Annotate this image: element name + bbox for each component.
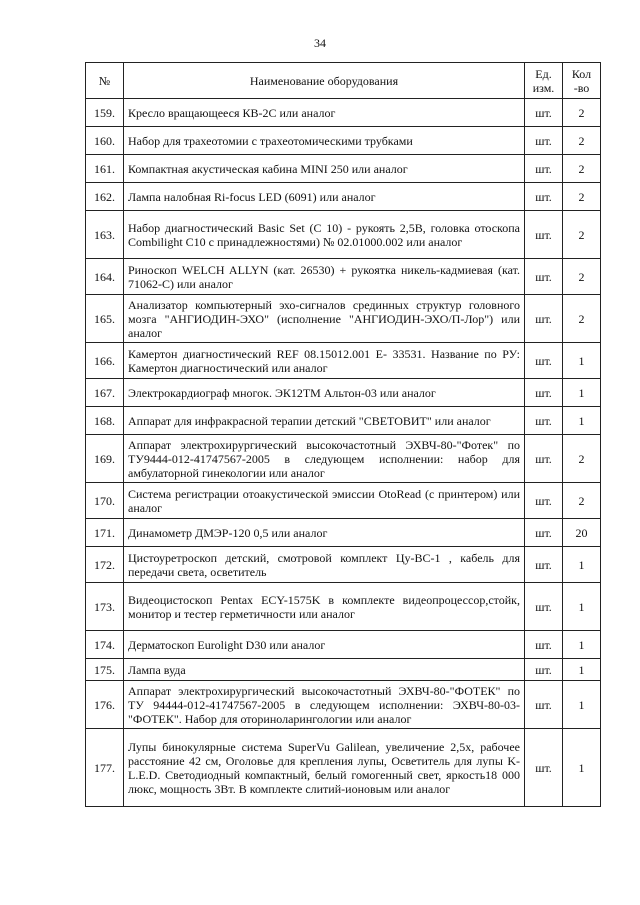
cell-unit: шт. (525, 211, 563, 259)
table-header-row (86, 63, 601, 99)
table-row (86, 483, 601, 519)
cell-num: 162. (86, 183, 124, 211)
cell-name: Электрокардиограф многок. ЭК12ТМ Альтон-03 или аналог (124, 379, 525, 407)
cell-num: 160. (86, 127, 124, 155)
cell-qty: 2 (563, 259, 601, 295)
cell-qty: 2 (563, 483, 601, 519)
cell-unit: шт. (525, 99, 563, 127)
cell-unit: шт. (525, 343, 563, 379)
cell-num: 170. (86, 483, 124, 519)
cell-num: 168. (86, 407, 124, 435)
cell-name: Аппарат для инфракрасной терапии детский "СВЕТОВИТ" или аналог (124, 407, 525, 435)
table-row (86, 295, 601, 343)
cell-num: 175. (86, 659, 124, 681)
cell-name: Компактная акустическая кабина MINI 250 или аналог (124, 155, 525, 183)
table-row (86, 435, 601, 483)
table-row (86, 547, 601, 583)
table-row (86, 379, 601, 407)
cell-num: 174. (86, 631, 124, 659)
table-row (86, 99, 601, 127)
cell-qty: 1 (563, 343, 601, 379)
cell-num: 167. (86, 379, 124, 407)
table-row (86, 155, 601, 183)
cell-unit: шт. (525, 127, 563, 155)
cell-name: Цистоуретроскоп детский, смотровой комплект Цу-ВС-1 , кабель для передачи света, осветитель (124, 547, 525, 583)
cell-qty: 1 (563, 407, 601, 435)
table-row (86, 729, 601, 807)
cell-unit: шт. (525, 155, 563, 183)
cell-num: 177. (86, 729, 124, 807)
cell-name: Видеоцистоскоп Pentax ECY-1575K в комплекте видеопроцессор,стойк, монитор и тестер герметичности или аналог (124, 583, 525, 631)
cell-unit: шт. (525, 379, 563, 407)
cell-num: 172. (86, 547, 124, 583)
table-row (86, 211, 601, 259)
cell-qty: 1 (563, 583, 601, 631)
cell-qty: 2 (563, 183, 601, 211)
cell-num: 166. (86, 343, 124, 379)
cell-num: 171. (86, 519, 124, 547)
cell-unit: шт. (525, 407, 563, 435)
table-row (86, 343, 601, 379)
cell-unit: шт. (525, 435, 563, 483)
cell-unit: шт. (525, 681, 563, 729)
header-name: Наименование оборудования (124, 63, 525, 99)
table-row (86, 681, 601, 729)
cell-name: Кресло вращающееся КВ-2С или аналог (124, 99, 525, 127)
header-qty (563, 63, 601, 99)
header-unit-line1: Ед. (535, 66, 552, 81)
cell-unit: шт. (525, 183, 563, 211)
cell-name: Набор для трахеотомии с трахеотомическими трубками (124, 127, 525, 155)
page-number: 34 (314, 36, 326, 50)
table-row (86, 659, 601, 681)
table-row (86, 519, 601, 547)
cell-num: 176. (86, 681, 124, 729)
cell-num: 159. (86, 99, 124, 127)
cell-unit: шт. (525, 519, 563, 547)
equipment-table (85, 62, 601, 807)
cell-unit: шт. (525, 583, 563, 631)
table-row (86, 631, 601, 659)
cell-name: Набор диагностический Basic Set (С 10) - рукоять 2,5В, головка отоскопа Combilight C10 с принадлежностями) № 02.01000.002 или аналог (124, 211, 525, 259)
cell-qty: 2 (563, 295, 601, 343)
cell-name: Аппарат электрохирургический высокочастотный ЭХВЧ-80-"Фотек" по ТУ9444-012-41747567-2005 в следующем исполнении: набор для амбулаторной гинекологии или аналог (124, 435, 525, 483)
cell-name: Анализатор компьютерный эхо-сигналов срединных структур головного мозга "АНГИОДИН-ЭХО" (исполнение "АНГИОДИН-ЭХО/П-Лор") или аналог (124, 295, 525, 343)
cell-qty: 2 (563, 211, 601, 259)
cell-num: 164. (86, 259, 124, 295)
cell-name: Камертон диагностический REF 08.15012.001 E- 33531. Название по РУ: Камертон диагностический или аналог (124, 343, 525, 379)
table-row (86, 259, 601, 295)
cell-qty: 1 (563, 379, 601, 407)
cell-name: Дерматоскоп Eurolight D30 или аналог (124, 631, 525, 659)
cell-name: Лупы бинокулярные система SuperVu Galilean, увеличение 2,5x, рабочее расстояние 42 см, Оголовье для крепления лупы, Осветитель для лупы K-L.E.D. Светодиодный компактный, белый гомогенный свет, яркость18 000 люкс, мощность 3Вт. В комплекте слитий-ионовым или аналог (124, 729, 525, 807)
header-unit-line2: изм. (532, 80, 555, 95)
cell-qty: 2 (563, 155, 601, 183)
header-qty-line2: -во (573, 80, 590, 95)
header-num: № (86, 63, 124, 99)
cell-num: 161. (86, 155, 124, 183)
header-unit (525, 63, 563, 99)
table-row (86, 127, 601, 155)
cell-num: 169. (86, 435, 124, 483)
header-qty-line1: Кол (571, 66, 592, 81)
table-row (86, 407, 601, 435)
cell-name: Лампа вуда (124, 659, 525, 681)
cell-qty: 2 (563, 435, 601, 483)
cell-unit: шт. (525, 729, 563, 807)
table-row (86, 583, 601, 631)
cell-qty: 20 (563, 519, 601, 547)
table-row (86, 183, 601, 211)
cell-unit: шт. (525, 259, 563, 295)
cell-qty: 1 (563, 681, 601, 729)
cell-unit: шт. (525, 631, 563, 659)
cell-name: Риноскоп WELCH ALLYN (кат. 26530) + рукоятка никель-кадмиевая (кат. 71062-С) или аналог (124, 259, 525, 295)
cell-qty: 1 (563, 631, 601, 659)
cell-qty: 1 (563, 547, 601, 583)
cell-name: Аппарат электрохирургический высокочастотный ЭХВЧ-80-"ФОТЕК" по ТУ 94444-012-41747567-2005 в следующем исполнении: ЭХВЧ-80-03-"ФОТЕК". Набор для оториноларингологии или аналог (124, 681, 525, 729)
cell-qty: 2 (563, 99, 601, 127)
cell-num: 165. (86, 295, 124, 343)
cell-qty: 1 (563, 659, 601, 681)
cell-unit: шт. (525, 295, 563, 343)
cell-qty: 1 (563, 729, 601, 807)
cell-qty: 2 (563, 127, 601, 155)
cell-name: Динамометр ДМЭР-120 0,5 или аналог (124, 519, 525, 547)
cell-num: 163. (86, 211, 124, 259)
cell-num: 173. (86, 583, 124, 631)
cell-unit: шт. (525, 483, 563, 519)
cell-name: Лампа налобная Ri-focus LED (6091) или аналог (124, 183, 525, 211)
cell-unit: шт. (525, 547, 563, 583)
cell-unit: шт. (525, 659, 563, 681)
cell-name: Система регистрации отоакустической эмиссии OtoRead (с принтером) или аналог (124, 483, 525, 519)
